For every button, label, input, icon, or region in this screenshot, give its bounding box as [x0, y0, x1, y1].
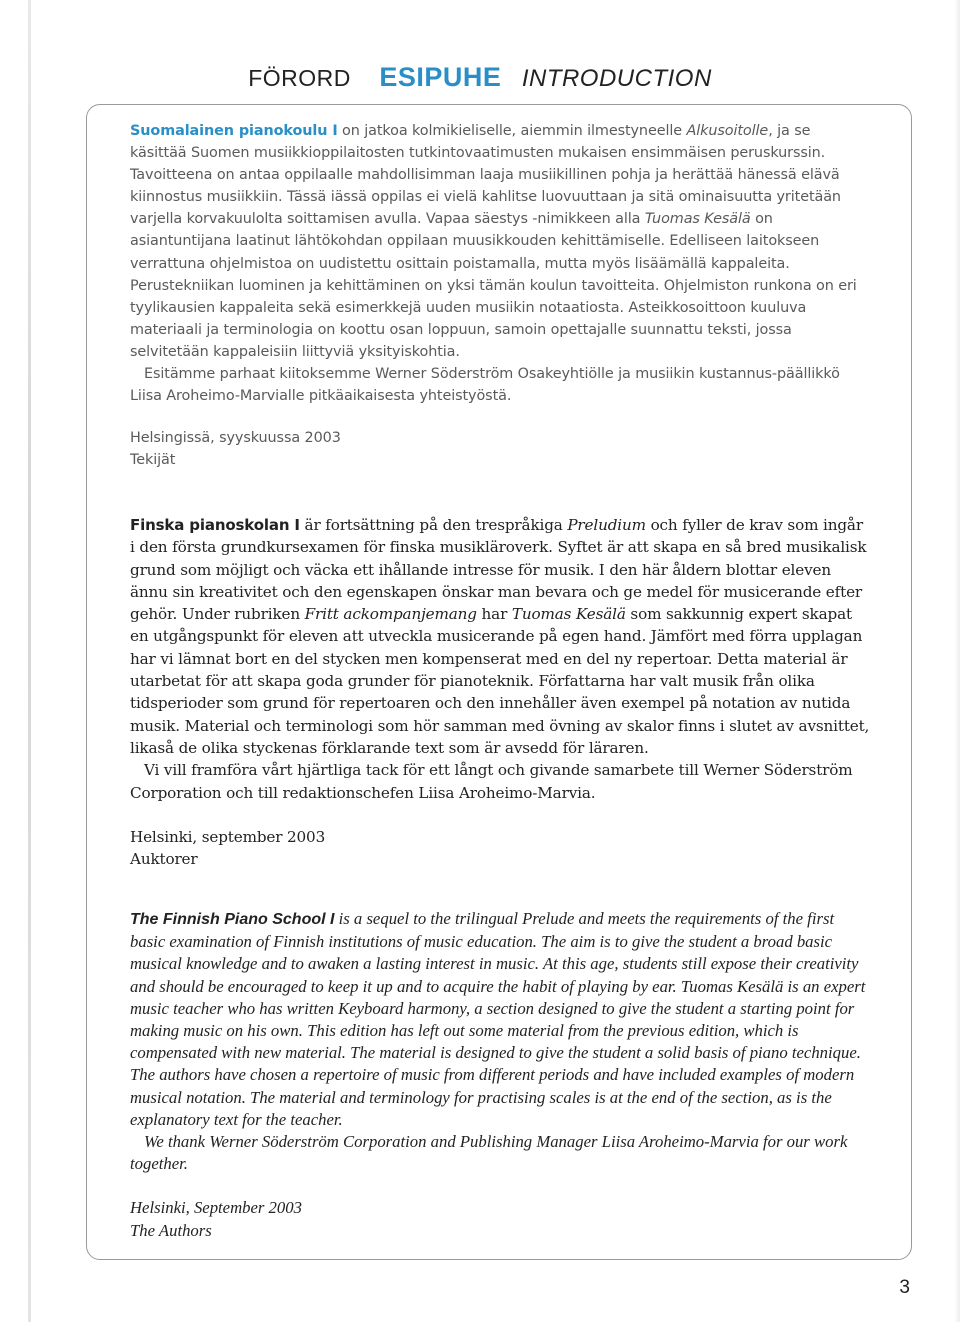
- finnish-author-name: Tuomas Kesälä: [644, 211, 751, 228]
- finnish-text: on asiantuntijana laatinut lähtökohdan oppilaan muusikkouden kehittämiselle. Edelliseen laitokseen verrattuna ohjelmistoa on uudistettu osittain poistamalla, mutta myös lisäämällä kappaleita. Perustekniikan luominen ja kehittäminen on yksi tämän koulun tavoitteita. Ohjelmiston runkona on eri tyylikausien kappaleita sekä esimerkkejä uuden musiikin notaatiosta. Asteikkosoittoon kuuluva materiaali ja terminologia on koottu osan loppuun, samoin opettajalle suunnattu teksti, jossa selvitetään kappaleisiin liittyviä yksityiskohtia.: [130, 211, 857, 360]
- english-paragraph-1: [130, 908, 870, 1131]
- swedish-signature: Auktorer: [130, 850, 198, 869]
- scan-binding-edge: [28, 0, 31, 1322]
- finnish-lead: Suomalainen pianokoulu I: [130, 123, 338, 139]
- swedish-lead: Finska pianoskolan I: [130, 516, 300, 534]
- finnish-paragraph-1: [130, 120, 870, 363]
- swedish-text: och fyller de krav som ingår i den första grundkursexamen för finska musikläroverk. Syftet är att skapa en så bred musikalisk grund som möjligt och väcka ett ihållande intresse för musik. I den här åldern blottar eleven ännu sin kreativitet och den egenskapen önskar man bevara och ge medel för musicerande efter gehör. Under rubriken: [130, 516, 867, 624]
- finnish-signature: Tekijät: [130, 452, 176, 469]
- finnish-text: , ja se käsittää Suomen musiikkioppilaitosten tutkintovaatimusten mukaisen ensimmäisen peruskurssin. Tavoitteena on antaa oppilaalle mahdollisimman laaja musiikillinen pohja ja herättää hänessä elävä kiinnostus musiikkiin. Tässä iässä oppilas ei vielä kahlitse luovuuttaan ja sitä ominaisuutta yritetään varjella korvakuulolta soittamisen avulla. Vapaa säestys -nimikkeen alla: [130, 123, 841, 228]
- english-section: [130, 908, 870, 1242]
- finnish-text: on jatkoa kolmikieliselle, aiemmin ilmestyneelle: [337, 123, 687, 139]
- english-paragraph-2: We thank Werner Söderström Corporation and Publishing Manager Liisa Aroheimo-Marvia for our work together.: [130, 1132, 848, 1174]
- swedish-text: är fortsättning på den trespråkiga: [299, 516, 568, 534]
- title-english: INTRODUCTION: [521, 65, 712, 92]
- swedish-place-date: Helsinki, september 2003: [130, 827, 326, 846]
- english-signature: The Authors: [130, 1220, 212, 1240]
- finnish-paragraph-2: Esitämme parhaat kiitoksemme Werner Söderström Osakeyhtiölle ja musiikin kustannus-päällikkö Liisa Aroheimo-Marvialle pitkäaikaisesta yhteistyöstä.: [130, 366, 840, 405]
- swedish-paragraph-1: [130, 514, 870, 759]
- english-lead: The Finnish Piano School I: [130, 911, 335, 928]
- finnish-work-title: Alkusoitolle: [686, 123, 769, 139]
- english-place-date: Helsinki, September 2003: [130, 1198, 302, 1218]
- title-finnish: ESIPUHE: [379, 62, 502, 92]
- swedish-text: som sakkunnig expert skapat en utgångspunkt för eleven att utveckla musicerande på egen hand. Jämfört med förra upplagan har vi lämnat bort en del stycken men kompenserat med en del ny repertoar. Detta material är utarbetat för att skapa goda grunder för pianoteknik. Författarna har valt musik från olika tidsperioder som grund för repertoaren och den innehåller även exempel på notation av nutida musik. Material och terminologi som hör samman med övning av skalor finns i slutet av avsnittet, likaså de olika styckenas förklarande text som är avsedd för läraren.: [130, 605, 870, 757]
- swedish-rubric: Fritt ackompanjemang: [304, 605, 477, 624]
- page-number: 3: [899, 1277, 910, 1298]
- swedish-work-title: Preludium: [567, 516, 646, 534]
- swedish-section: [130, 514, 870, 870]
- swedish-paragraph-2: Vi vill framföra vårt hjärtliga tack för ett långt och givande samarbete till Werner Söderström Corporation och till redaktionschefen Liisa Aroheimo-Marvia.: [130, 761, 853, 802]
- title-swedish: FÖRORD: [248, 65, 351, 91]
- swedish-text: har: [476, 605, 512, 624]
- finnish-section: [130, 120, 870, 471]
- scan-right-edge: [954, 0, 960, 1322]
- finnish-place-date: Helsingissä, syyskuussa 2003: [130, 430, 341, 447]
- english-text: is a sequel to the trilingual Prelude and meets the requirements of the first basic examination of Finnish institutions of music education. The aim is to give the student a broad basic musical knowledge and to awaken a lasting interest in music. At this age, students still expose their creativity and should be encouraged to keep it up and to acquire the habit of playing by ear. Tuomas Kesälä is an expert music teacher who has written Keyboard harmony, a section designed to give the student a starting point for making music on his own. This edition has left out some material from the previous edition, which is compensated with new material. The material is designed to give the student a solid basis of piano technique. The authors have chosen a repertoire of music from different periods and have included examples of modern musical notation. The material and terminology for practising scales is at the end of the section, as is the explanatory text for the teacher.: [130, 909, 866, 1129]
- swedish-author-name: Tuomas Kesälä: [511, 605, 626, 624]
- page-title: [0, 62, 960, 93]
